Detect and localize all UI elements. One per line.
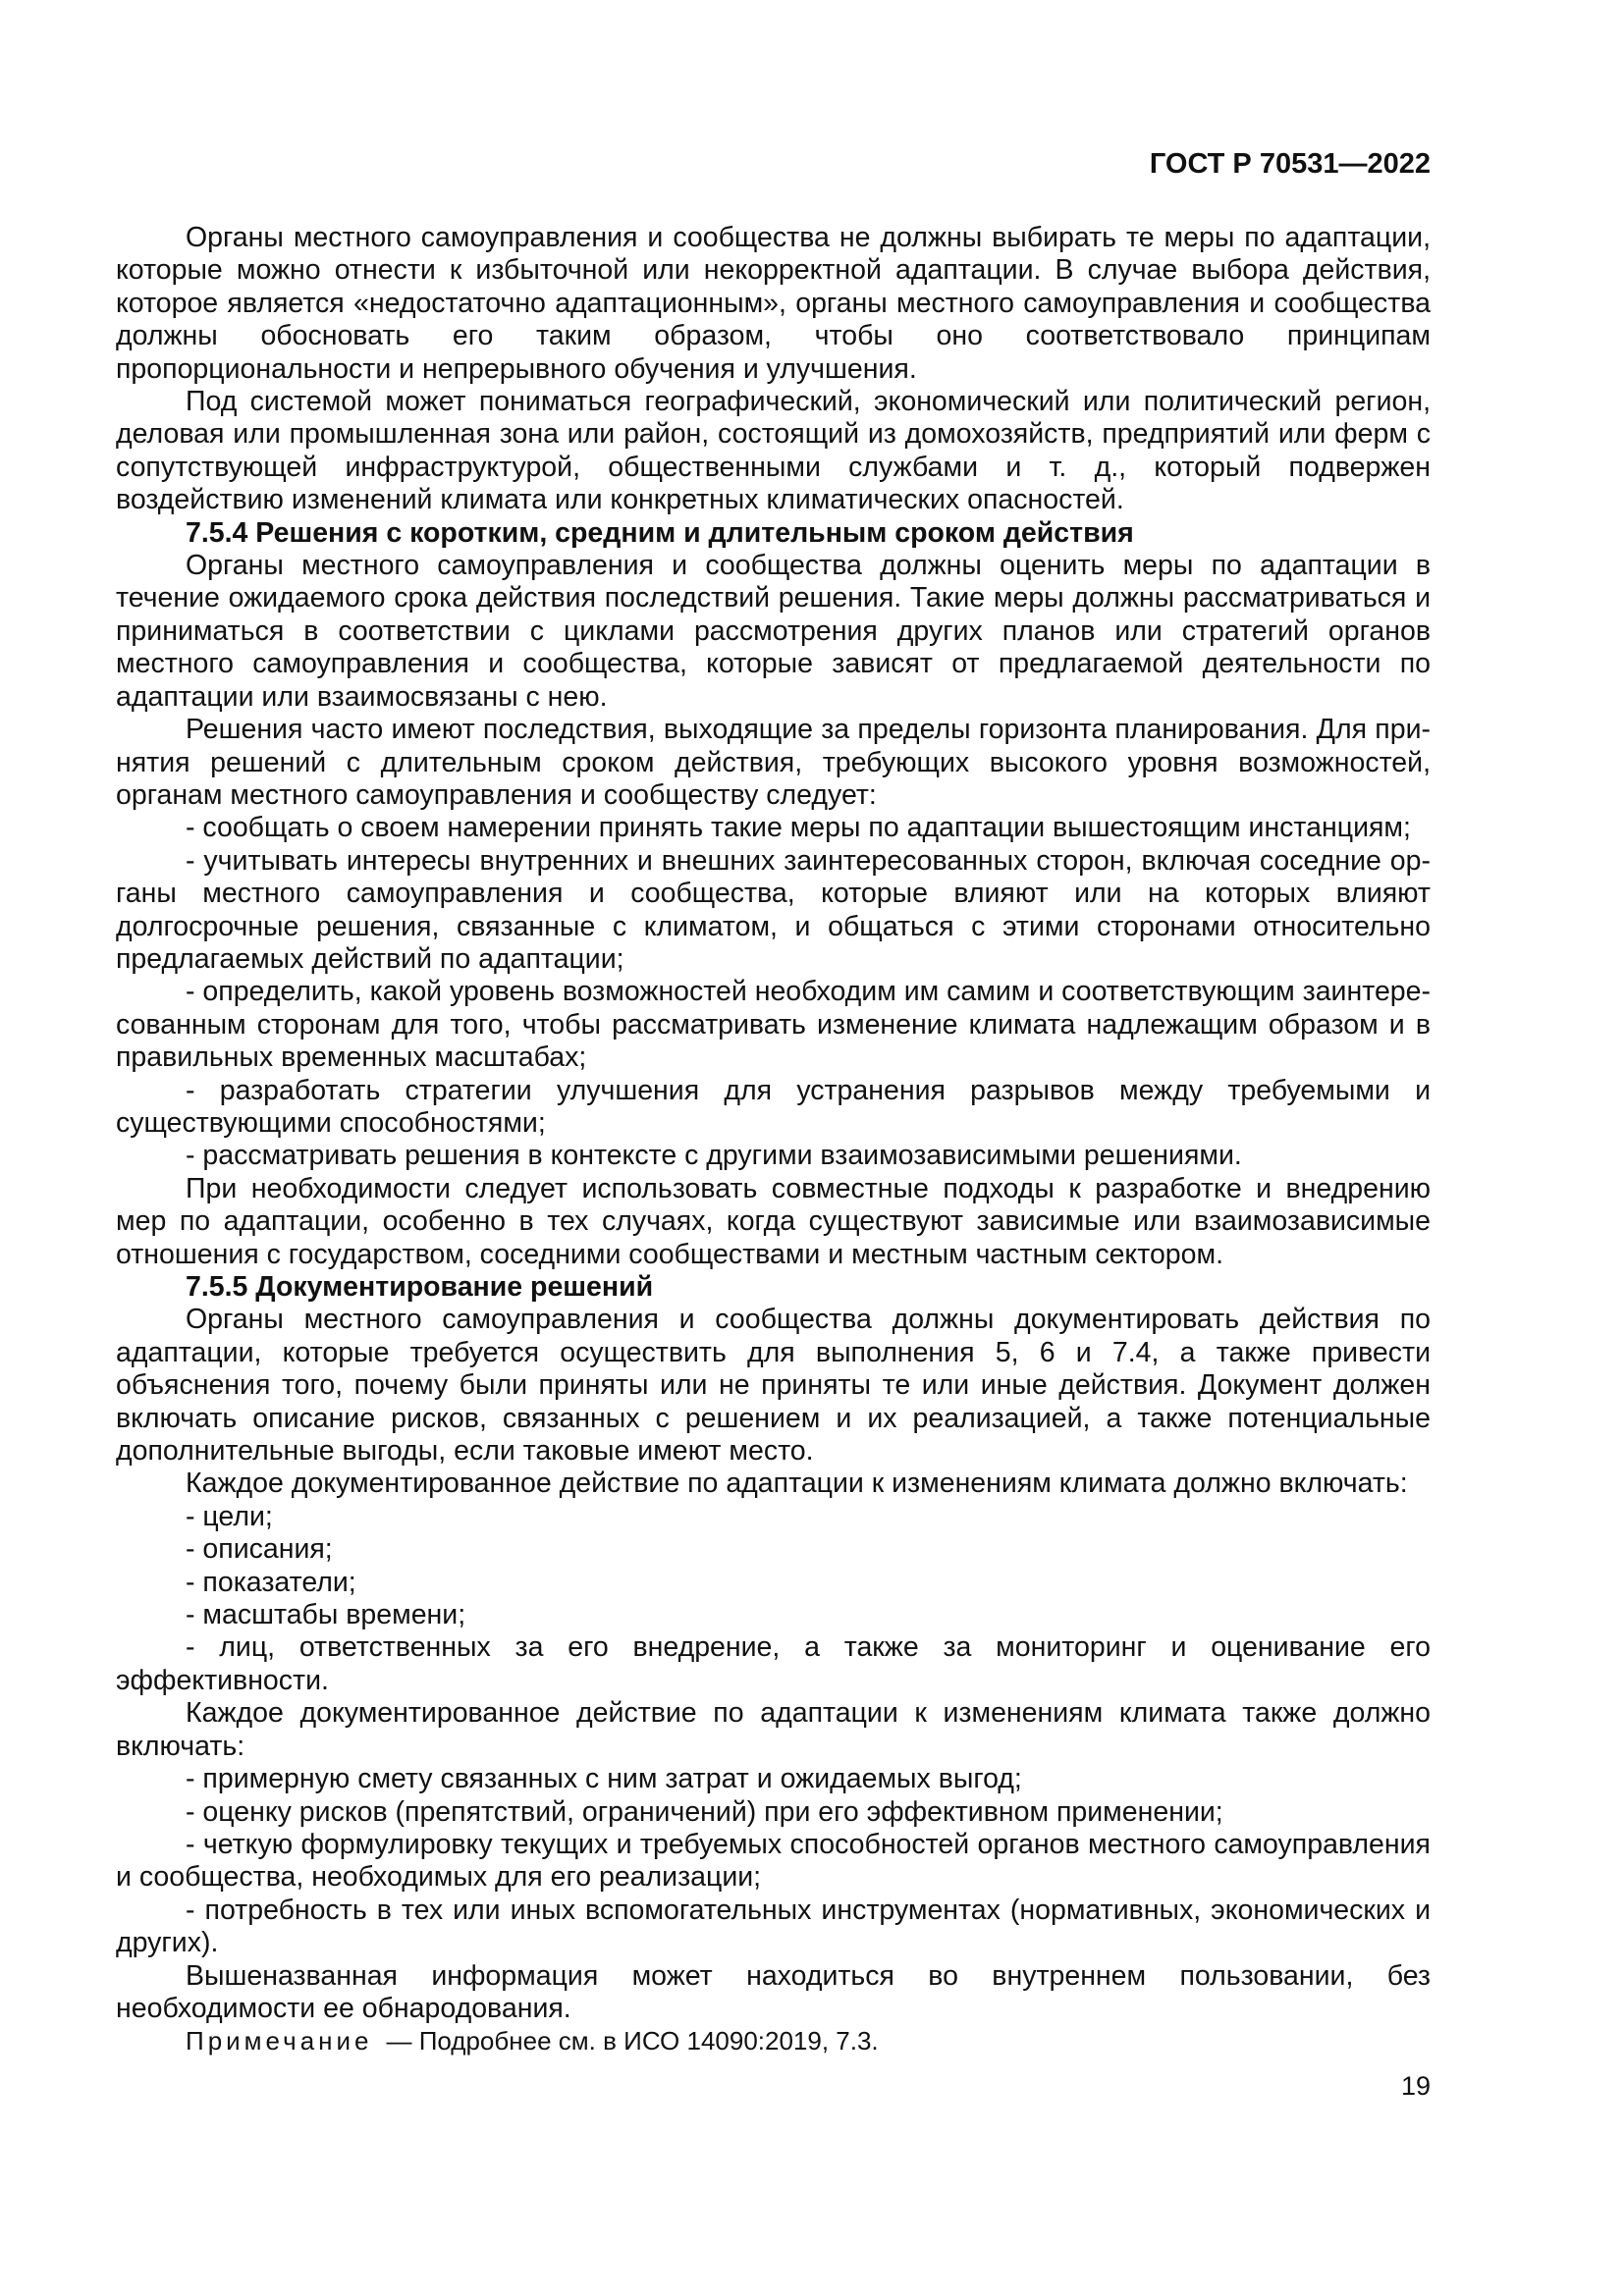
body-paragraph: Органы местного самоуправления и сообщества должны документировать действия по адаптации, которые требуется осуществить для выполнения 5, 6 и 7.4, а также привести объяснения того, почему были приняты или не приняты те или иные действия. Документ должен включать описание рисков, связанных с решением и их реализацией, а также потенциальные дополнительные выгоды, если таковые имеют место. <box>116 1304 1431 1468</box>
page-number: 19 <box>1400 2071 1431 2101</box>
text-blocks <box>116 222 1431 2025</box>
list-item: - оценку рисков (препятствий, ограничений) при его эффективном применении; <box>186 1795 1223 1828</box>
list-item: - показатели; <box>186 1566 356 1598</box>
note-text: — Подробнее см. в ИСО 14090:2019, 7.3. <box>386 2026 879 2056</box>
list-item: - примерную смету связанных с ним затрат и ожидаемых выгод; <box>186 1763 1022 1795</box>
list-item: - четкую формулировку текущих и требуемых способностей органов местного самоуправления и сообщества, необходимых для его реализации; <box>116 1828 1431 1894</box>
list-item: - описания; <box>186 1533 333 1566</box>
list-item: - потребность в тех или иных вспомогательных инструментах (нормативных, экономических и других). <box>116 1894 1431 1959</box>
list-item: - цели; <box>186 1500 273 1532</box>
section-heading: 7.5.4 Решения с коротким, средним и длительным сроком действия <box>186 516 1134 549</box>
body-paragraph: Решения часто имеют последствия, выходящие за пределы горизонта планирования. Для принятия решений с длительным сроком действия, требующих высокого уровня возможностей, органам местного самоуправления и сообществу следует: <box>116 714 1431 811</box>
list-item: - разработать стратегии улучшения для устранения разрывов между требуемыми и существующими способностями; <box>116 1074 1431 1139</box>
document-body <box>116 222 1431 2058</box>
list-item: - рассматривать решения в контексте с другими взаимозависимыми решениями. <box>186 1140 1242 1172</box>
body-paragraph: Каждое документированное действие по адаптации к изменениям климата должно включать: <box>186 1468 1408 1500</box>
list-item: - сообщать о своем намерении принять такие меры по адаптации вышестоящим инстанциям; <box>186 812 1411 844</box>
body-paragraph: Органы местного самоуправления и сообщества не должны выбирать те меры по адаптации, которые можно отнести к избыточной или некорректной адаптации. В случае выбора действия, которое является «недостаточно адаптационным», органы местного самоуправления и сообщества должны обосновать его таким образом, чтобы оно соответствовало принципам пропорциональности и непрерывного обучения и улучшения. <box>116 222 1431 385</box>
list-item: - лиц, ответственных за его внедрение, а также за мониторинг и оценивание его эффективности. <box>116 1631 1431 1696</box>
body-paragraph: Органы местного самоуправления и сообщества должны оценить меры по адаптации в течение ожидаемого срока действия последствий решения. Такие меры должны рассматриваться и приниматься в соответствии с циклами рассмотрения других планов или стратегий органов местного самоуправления и сообщества, которые зависят от предлагаемой деятельности по адаптации или взаимосвязаны с нею. <box>116 550 1431 713</box>
list-item: - масштабы времени; <box>186 1599 466 1631</box>
body-paragraph: Вышеназванная информация может находиться во внутреннем пользовании, без необходимости ее обнародования. <box>116 1959 1431 2024</box>
document-title-header: ГОСТ Р 70531—2022 <box>1149 148 1431 180</box>
note <box>116 2025 1431 2057</box>
list-item: - учитывать интересы внутренних и внешних заинтересованных сторон, включая соседние органы местного самоуправления и сообщества, которые влияют или на которых влияют долгосрочные решения, связанные с климатом, и общаться с этими сторонами относительно предлагаемых действий по адаптации; <box>116 844 1431 975</box>
note-label: Примечание <box>186 2026 373 2056</box>
body-paragraph: Каждое документированное действие по адаптации к изменениям климата также должно включать: <box>116 1697 1431 1762</box>
body-paragraph: Под системой может пониматься географический, экономический или политический регион, деловая или промышленная зона или район, состоящий из домохозяйств, предприятий или ферм с сопутствующей инфраструктурой, общественными службами и т. д., который подвержен воздействию изменений климата или конкретных климатических опасностей. <box>116 386 1431 516</box>
list-item: - определить, какой уровень возможностей необходим им самим и соответствующим заинтересованным сторонам для того, чтобы рассматривать изменение климата надлежащим образом и в правильных временных масштабах; <box>116 976 1431 1074</box>
section-heading: 7.5.5 Документирование решений <box>186 1271 654 1303</box>
body-paragraph: При необходимости следует использовать совместные подходы к разработке и внедрению мер по адаптации, особенно в тех случаях, когда существуют зависимые или взаимозависимые отношения с государством, соседними сообществами и местным частным сектором. <box>116 1172 1431 1270</box>
